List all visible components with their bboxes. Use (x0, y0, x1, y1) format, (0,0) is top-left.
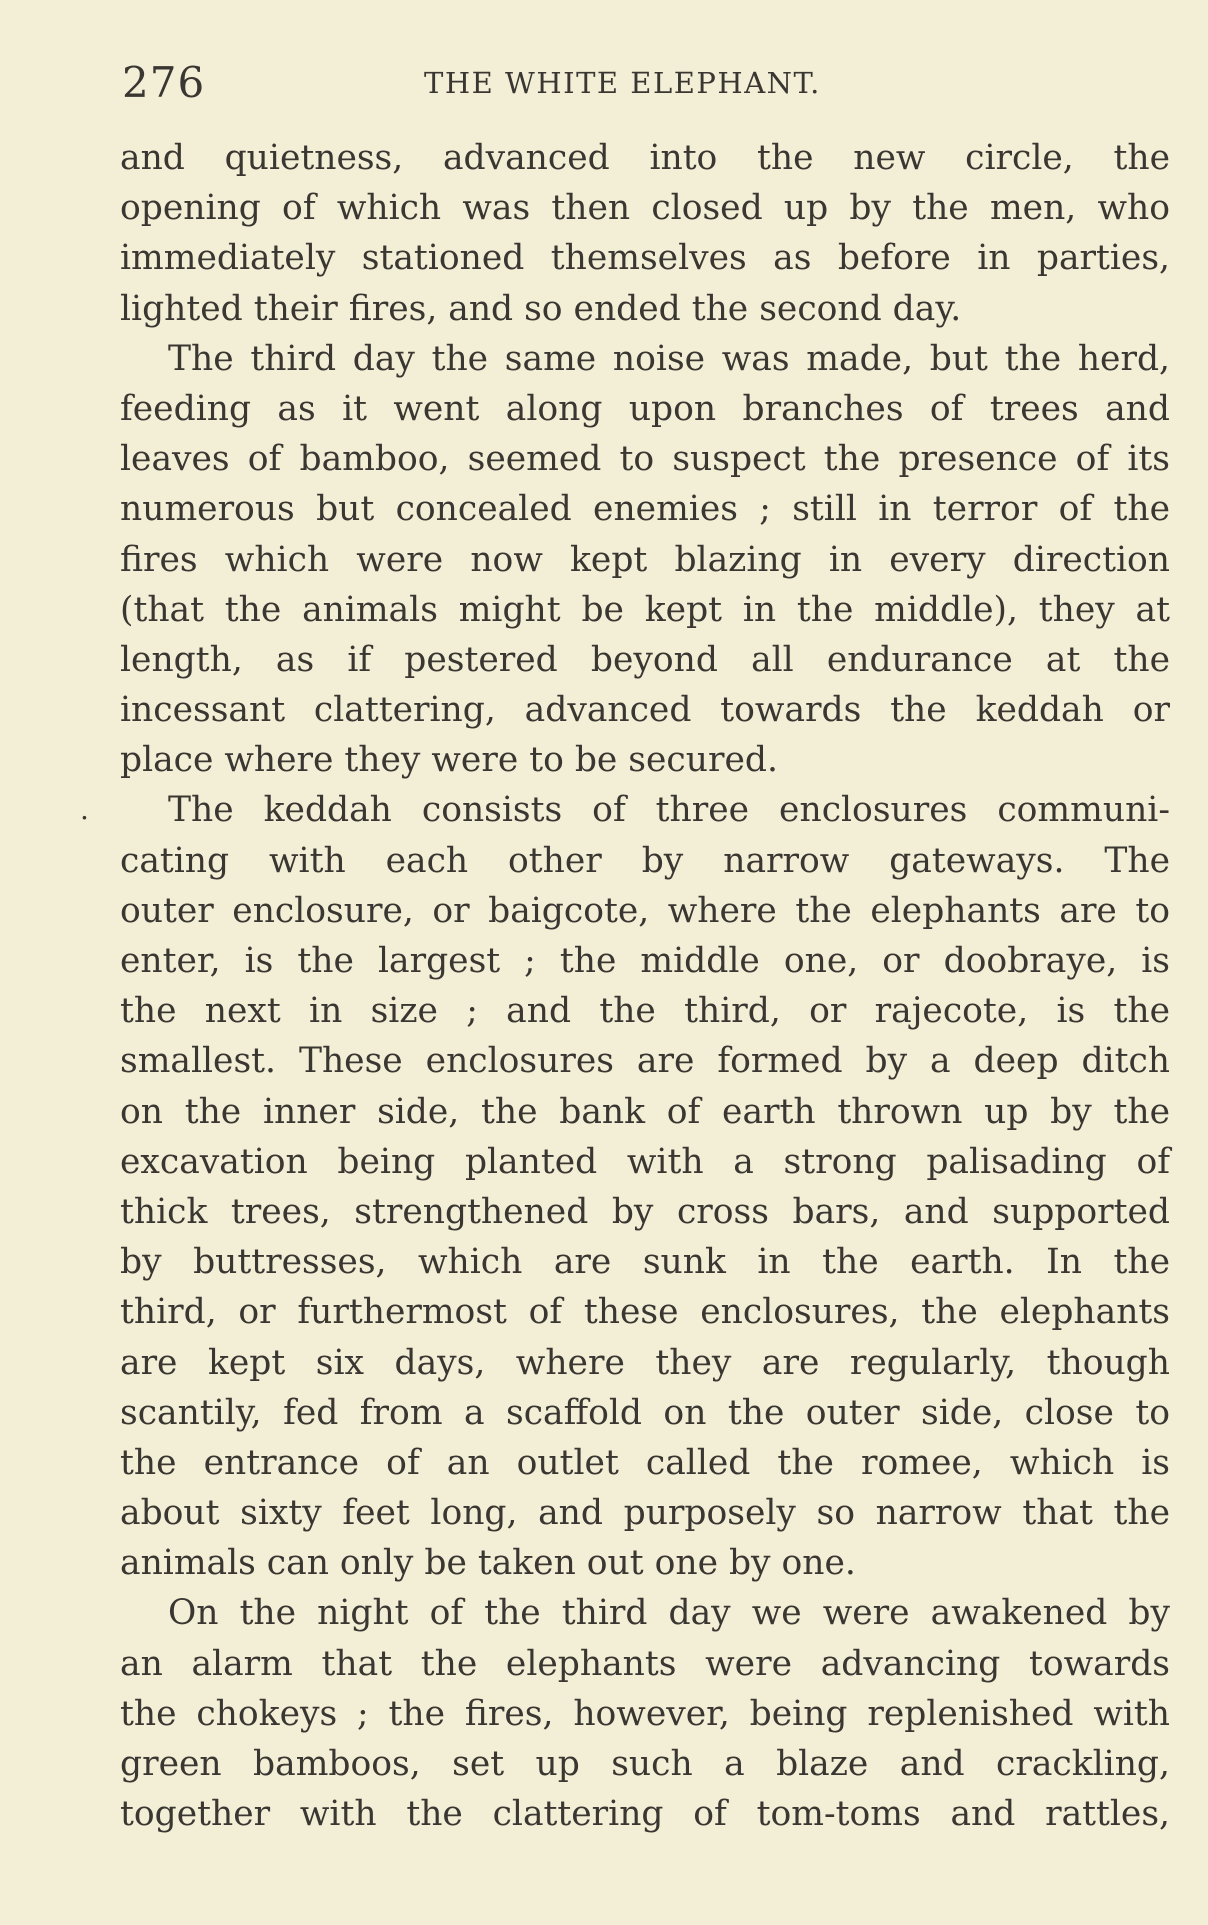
text-line-with-mark (80, 785, 1170, 835)
text-line: feeding as it went along upon branches of trees and (120, 388, 1170, 429)
text-line: green bamboos, set up such a blaze and crackling, (120, 1744, 1170, 1784)
text-line: together with the clattering of tom-toms and rattles, (120, 1794, 1170, 1835)
text-line: animals can only be taken out one by one. (120, 1543, 856, 1584)
text-line: and quietness, advanced into the new circle, the (120, 138, 1170, 178)
body-text (80, 133, 1170, 1839)
text-line-content: The keddah consists of three enclosures communi- (168, 790, 1170, 831)
text-line: the chokeys ; the fires, however, being replenished with (120, 1693, 1170, 1734)
text-line: fires which were now kept blazing in every direction (120, 539, 1170, 580)
running-title: THE WHITE ELEPHANT. (424, 66, 821, 100)
text-line: an alarm that the elephants were advancing towards (120, 1643, 1170, 1684)
text-line: length, as if pestered beyond all endurance at the (120, 639, 1170, 680)
text-line: leaves of bamboo, seemed to suspect the presence of its (120, 439, 1170, 480)
text-line: opening of which was then closed up by the men, who (120, 188, 1170, 229)
text-line: lighted their fires, and so ended the second day. (120, 288, 962, 329)
running-head (122, 58, 1170, 108)
text-line: (that the animals might be kept in the middle), they at (120, 589, 1170, 630)
text-line: enter, is the largest ; the middle one, or doobraye, is (120, 941, 1170, 981)
text-line: smallest. These enclosures are formed by a deep ditch (120, 1041, 1170, 1082)
margin-mark: . (80, 793, 89, 827)
text-line: The third day the same noise was made, but the herd, (168, 338, 1170, 379)
text-line: on the inner side, the bank of earth thrown up by the (120, 1091, 1170, 1132)
text-line: immediately stationed themselves as before in parties, (120, 238, 1170, 279)
text-line: third, or furthermost of these enclosures, the elephants (120, 1292, 1170, 1333)
text-line: about sixty feet long, and purposely so narrow that the (120, 1493, 1170, 1534)
text-line: numerous but concealed enemies ; still in terror of the (120, 489, 1170, 530)
text-line: thick trees, strengthened by cross bars, and supported (120, 1191, 1170, 1232)
text-line: incessant clattering, advanced towards the keddah or (120, 690, 1170, 731)
text-line: the entrance of an outlet called the romee, which is (120, 1442, 1170, 1483)
page-number: 276 (122, 58, 206, 107)
text-line: by buttresses, which are sunk in the earth. In the (120, 1242, 1170, 1283)
text-line: place where they were to be secured. (120, 740, 778, 781)
text-line: the next in size ; and the third, or rajecote, is the (120, 991, 1170, 1032)
text-line: cating with each other by narrow gateways. The (120, 840, 1170, 881)
text-line: On the night of the third day we were awakened by (168, 1593, 1170, 1634)
text-line: scantily, fed from a scaffold on the outer side, close to (120, 1392, 1170, 1433)
text-line: are kept six days, where they are regularly, though (120, 1342, 1170, 1383)
text-line: excavation being planted with a strong palisading of (120, 1141, 1170, 1182)
text-line: outer enclosure, or baigcote, where the elephants are to (120, 890, 1170, 931)
